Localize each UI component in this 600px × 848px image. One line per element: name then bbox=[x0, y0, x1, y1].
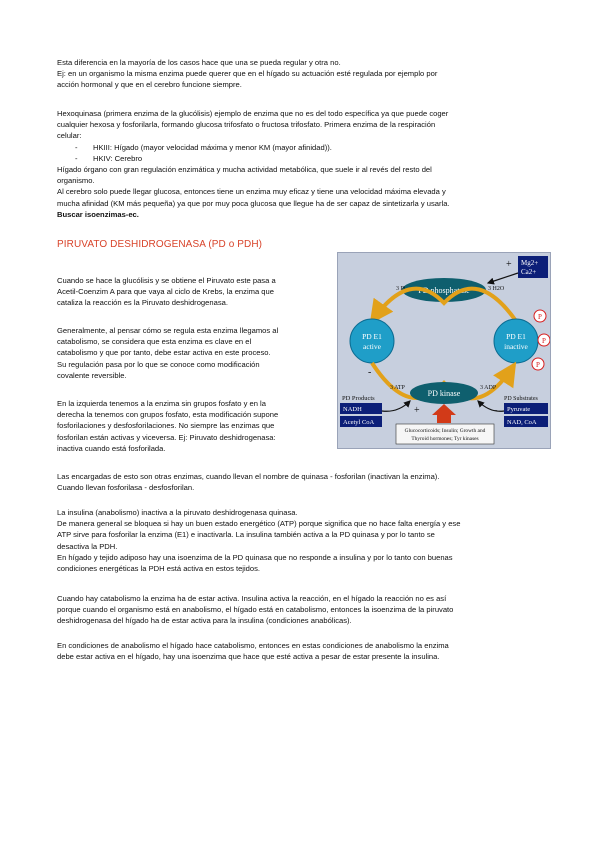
text-line: En hígado y tejido adiposo hay una isoenzima de la PD quinasa que no responde a insulina y por lo tanto con buenas bbox=[57, 552, 453, 562]
catabolism-paragraph bbox=[57, 593, 545, 627]
text-line: deshidrogenasa del hígado ha de estar activa para la insulina (condiciones anabólicas). bbox=[57, 616, 352, 626]
h2o-label: 3 H2O bbox=[488, 286, 505, 292]
text-line: desactiva la PDH. bbox=[57, 541, 118, 551]
pdh-diagram bbox=[338, 253, 550, 448]
atp-label: 3 ATP bbox=[390, 385, 405, 391]
e1-inactive-label-2: inactive bbox=[504, 342, 528, 351]
substrate-label: NAD, CoA bbox=[507, 419, 537, 426]
adp-label: 3 ADP bbox=[480, 385, 497, 391]
bullet-item bbox=[57, 153, 545, 164]
text-line: Hexoquinasa (primera enzima de la glucólisis) ejemplo de enzima que no es del todo específica ya que puede coger bbox=[57, 109, 449, 118]
hormones-line-1: Glucocorticoids; Insulin; Growth and bbox=[404, 428, 486, 434]
text-line: Cuando llevan fosforilasa - desfosforilan. bbox=[57, 483, 195, 493]
text-line: Esta diferencia en la mayoría de los casos hace que una se pueda regular y otra no. bbox=[57, 58, 341, 67]
text-line: debe estar activa en el hígado, hay una isoenzima que hace que esté activa a pesar de estar presente la insulina. bbox=[57, 652, 440, 662]
text-line: cualquier hexosa y fosforilarla, formando glucosa trifosfato o fructosa trifosfato. Primera enzima de la respiración bbox=[57, 120, 436, 130]
bullet-text: HKIV: Cerebro bbox=[93, 153, 143, 163]
text-line: Su regulación pasa por lo que se conoce como modificación bbox=[57, 359, 260, 369]
text-line: Cuando hay catabolismo la enzima ha de estar activa. Insulina activa la reacción, en el hígado la reacción no es así bbox=[57, 594, 447, 603]
text-line: acción hormonal y que en el cerebro funcione siempre. bbox=[57, 80, 242, 90]
pdh-regulation-figure bbox=[337, 252, 551, 449]
hormones-line-2: Thyroid hormones; Tyr kinases bbox=[411, 436, 479, 442]
text-line: En condiciones de anabolismo el hígado hace catabolismo, entonces en estas condiciones de anabolismo la enzima bbox=[57, 641, 449, 650]
minus-sign: - bbox=[368, 367, 372, 378]
text-line: fosforilaciones y desfosforilaciones. No siempre las enzimas que bbox=[57, 421, 275, 431]
text-line: Al cerebro solo puede llegar glucosa, entonces tiene un enzima muy eficaz y tiene una velocidad máxima elevada y bbox=[57, 187, 446, 197]
text-line: mucha afinidad (KM más pequeña) ya que por muy poca glucosa que llegue ha de ser capaz de sintetizarla y usarla. bbox=[57, 198, 450, 208]
text-line: celular: bbox=[57, 131, 82, 141]
text-line: organismo. bbox=[57, 176, 95, 186]
pdh-intro-paragraph bbox=[57, 275, 323, 309]
product-label: Acetyl CoA bbox=[343, 419, 375, 426]
e1-active-label-2: active bbox=[363, 342, 381, 351]
text-line: ATP sirve para fosforilar la enzima (E1) e inactivarla. La insulina también activa a la PD quinasa y por lo tanto se bbox=[57, 530, 435, 540]
pi-label: 3 Pi bbox=[396, 286, 406, 292]
kinase-paragraph bbox=[57, 471, 545, 493]
phosphatase-label: PD phosphatase bbox=[418, 286, 470, 295]
bullet-dash: - bbox=[75, 142, 78, 152]
e1-active-label-1: PD E1 bbox=[362, 332, 382, 341]
plus-sign: + bbox=[506, 259, 512, 270]
substrates-title: PD Substrates bbox=[504, 396, 538, 402]
phosphate-badge-label: P bbox=[538, 313, 542, 321]
text-line: Buscar isoenzimas-ec. bbox=[57, 209, 139, 219]
substrate-label: Pyruvate bbox=[507, 406, 531, 413]
activation-arrow bbox=[488, 273, 518, 283]
text-line: Generalmente, al pensar cómo se regula esta enzima llegamos al bbox=[57, 326, 279, 335]
plus-sign: + bbox=[414, 405, 420, 416]
insulin-paragraph bbox=[57, 507, 545, 574]
products-arrow bbox=[382, 401, 410, 411]
bullet-item bbox=[57, 142, 545, 153]
text-line: condiciones energéticas la PDH está activa en estos tejidos. bbox=[57, 564, 261, 574]
text-line: porque cuando el organismo está en anabolismo, el hígado está en catabolismo, entonces la isoenzima de la piruvato bbox=[57, 605, 454, 615]
text-line: Las encargadas de esto son otras enzimas, cuando llevan el nombre de quinasa - fosforilan (inactivan la enzima). bbox=[57, 472, 440, 481]
regulation-paragraph bbox=[57, 325, 323, 381]
substrates-arrow bbox=[478, 401, 504, 411]
text-line: inactiva cuando está fosforilada. bbox=[57, 443, 166, 453]
text-line: En la izquierda tenemos a la enzima sin grupos fosfato y en la bbox=[57, 399, 266, 408]
section-title: PIRUVATO DESHIDROGENASA (PD o PDH) bbox=[57, 239, 263, 250]
text-line: derecha la tenemos con grupos fosfato, esta modificación supone bbox=[57, 410, 279, 420]
kinase-label: PD kinase bbox=[427, 389, 461, 398]
text-line: cataliza la reacción es la Piruvato deshidrogenasa. bbox=[57, 298, 228, 308]
phosphate-paragraph bbox=[57, 398, 323, 454]
text-line: Acetil-Coenzim A para que vaya al ciclo de Krebs, la enzima que bbox=[57, 287, 274, 297]
anabolism-paragraph bbox=[57, 640, 545, 662]
ca-label: Ca2+ bbox=[521, 268, 537, 276]
intro-paragraph-1 bbox=[57, 57, 545, 91]
text-line: De manera general se bloquea si hay un buen estado energético (ATP) porque significa que no hace falta energía y ese bbox=[57, 519, 461, 529]
text-line: catabolismo, se considera que esta enzima es clave en el bbox=[57, 337, 252, 347]
minus-sign: - bbox=[494, 404, 498, 416]
bullet-text: HKIII: Hígado (mayor velocidad máxima y menor KM (mayor afinidad)). bbox=[93, 142, 332, 152]
hormone-arrow bbox=[432, 404, 456, 423]
text-line: Hígado órgano con gran regulación enzimática y mucha actividad metabólica, que suele ir al revés del resto del bbox=[57, 165, 432, 175]
hexoquinasa-paragraph bbox=[57, 108, 545, 220]
text-line: catabolismo y que por tanto, debe estar activa en este proceso. bbox=[57, 348, 271, 358]
e1-inactive-node bbox=[494, 319, 538, 363]
mg-label: Mg2+ bbox=[521, 259, 539, 267]
text-line: La insulina (anabolismo) inactiva a la piruvato deshidrogenasa quinasa. bbox=[57, 508, 298, 517]
phosphate-badge-label: P bbox=[536, 361, 540, 369]
text-line: covalente reversible. bbox=[57, 370, 127, 380]
text-line: Cuando se hace la glucólisis y se obtiene el Piruvato este pasa a bbox=[57, 276, 276, 285]
e1-active-node bbox=[350, 319, 394, 363]
phosphate-badge-label: P bbox=[542, 337, 546, 345]
e1-inactive-label-1: PD E1 bbox=[506, 332, 526, 341]
products-title: PD Products bbox=[342, 395, 375, 402]
product-label: NADH bbox=[343, 406, 362, 413]
bullet-dash: - bbox=[75, 153, 78, 163]
text-line: fosforilan están activas y viceversa. Ej: Piruvato deshidrogenasa: bbox=[57, 432, 276, 442]
text-line: Ej: en un organismo la misma enzima puede querer que en el hígado su actuación esté regulada por ejemplo por bbox=[57, 69, 438, 79]
